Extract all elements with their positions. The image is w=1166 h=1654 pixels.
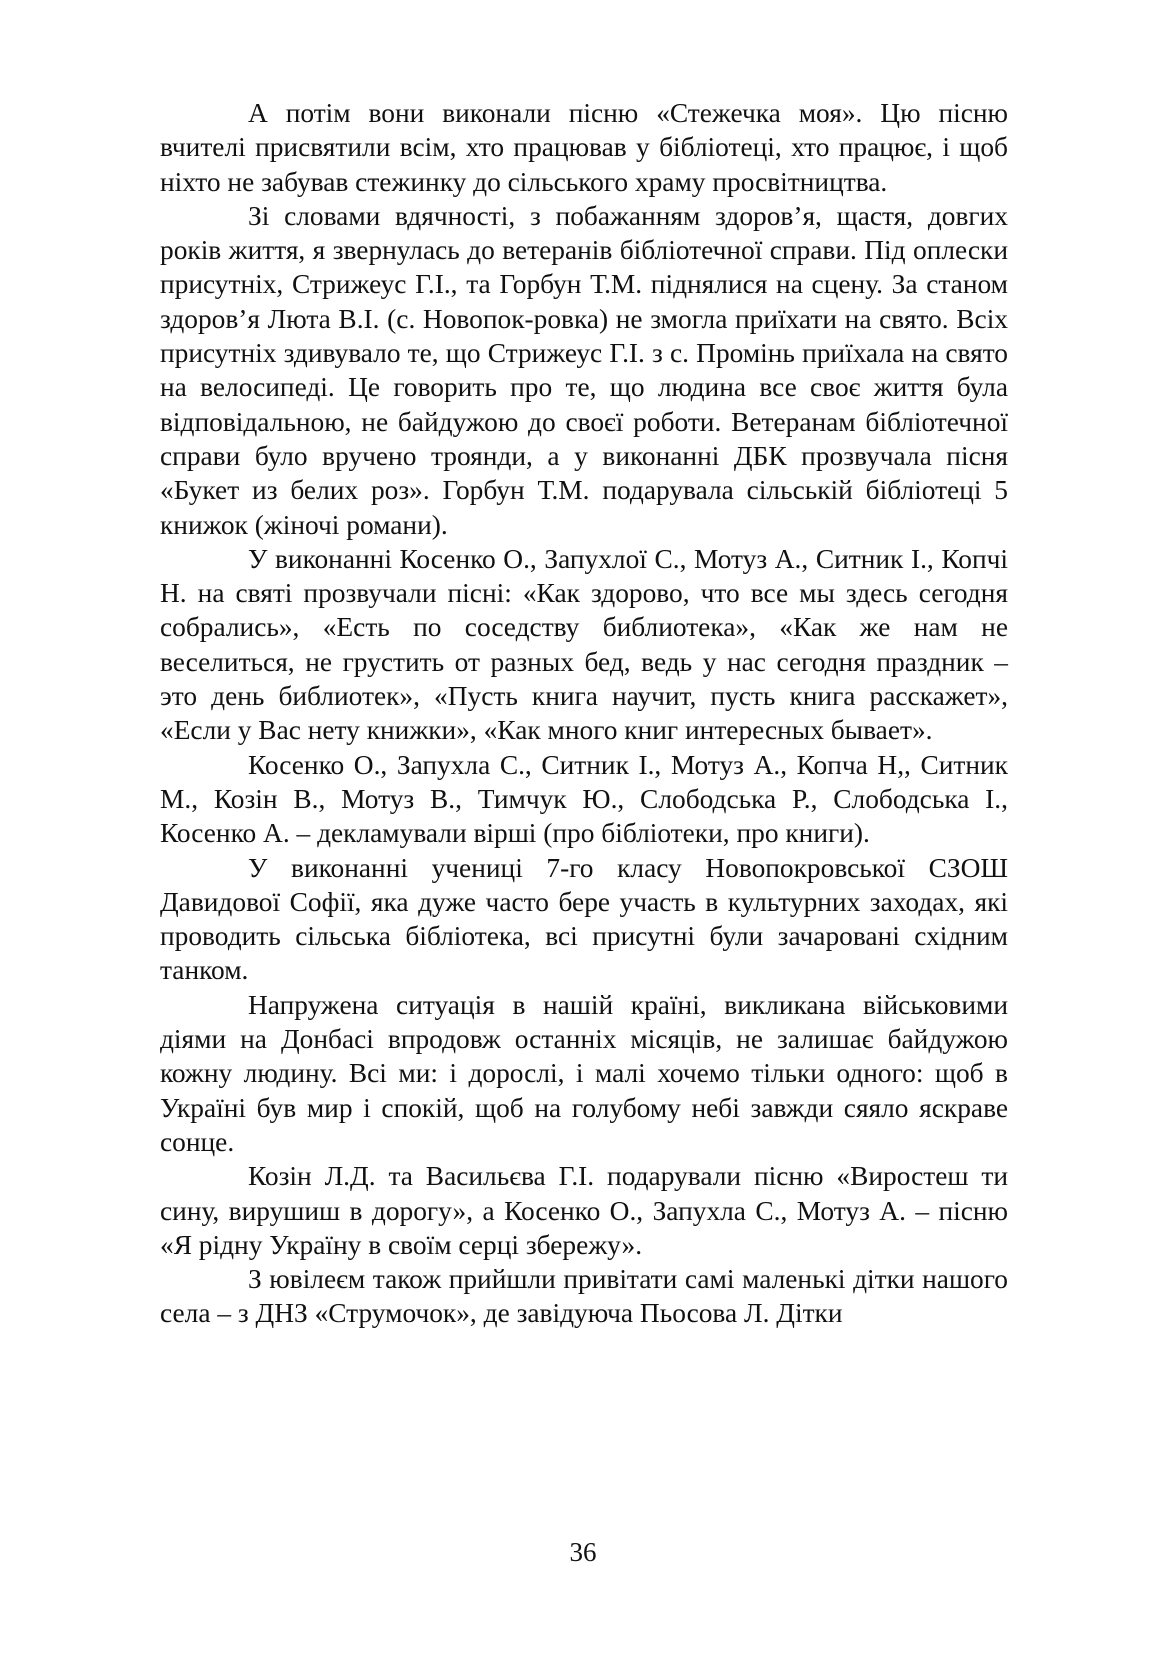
paragraph-7: Козін Л.Д. та Васильєва Г.І. подарували пісню «Виростеш ти сину, вирушиш в дорогу», а Косенко О., Запухла С., Мотуз А. – пісню «Я рідну Україну в своїм серці збережу». bbox=[160, 1161, 1008, 1260]
paragraph-8: З ювілеєм також прийшли привітати самі маленькі дітки нашого села – з ДНЗ «Струмочок», де завідуюча Пьосова Л. Дітки bbox=[160, 1264, 1008, 1329]
paragraph-6: Напружена ситуація в нашій країні, викликана військовими діями на Донбасі впродовж останніх місяців, не залишає байдужою кожну людину. Всі ми: і дорослі, і малі хочемо тільки одного: щоб в Україні був мир і спокій, щоб на голубому небі завжди сяяло яскраве сонце. bbox=[160, 989, 1008, 1157]
paragraph-4: Косенко О., Запухла С., Ситник І., Мотуз А., Копча Н,, Ситник М., Козін В., Мотуз В., Тимчук Ю., Слободська Р., Слободська І., Косенко А. – декламували вірші (про бібліотеки, про книги). bbox=[160, 749, 1008, 849]
body-text bbox=[160, 96, 1008, 1331]
page-number: 36 bbox=[569, 1537, 597, 1567]
paragraph-5: У виконанні учениці 7-го класу Новопокровської СЗОШ Давидової Софії, яка дуже часто бере участь в культурних заходах, які проводить сільська бібліотека, всі присутні були зачаровані східним танком. bbox=[160, 852, 1008, 986]
paragraph-1: А потім вони виконали пісню «Стежечка моя». Цю пісню вчителі присвятили всім, хто працював у бібліотеці, хто працює, і щоб ніхто не забував стежинку до сільського храму просвітництва. bbox=[160, 98, 1008, 197]
paragraph-3: У виконанні Косенко О., Запухлої С., Мотуз А., Ситник І., Копчі Н. на святі прозвучали пісні: «Как здорово, что все мы здесь сегодня собрались», «Есть по соседству библиотека», «Как же нам не веселиться, не грустить от разных бед, ведь у нас сегодня праздник – это день библиотек», «Пусть книга научит, пусть книга расскажет», «Если у Вас нету книжки», «Как много книг интересных бывает». bbox=[160, 543, 1008, 746]
paragraph-2: Зі словами вдячності, з побажанням здоров’я, щастя, довгих років життя, я звернулась до ветеранів бібліотечної справи. Під оплески присутніх, Стрижеус Г.І., та Горбун Т.М. піднялися на сцену. За станом здоров’я Люта В.І. (с. Новопок-ровка) не змогла приїхати на свято. Всіх присутніх здивувало те, що Стрижеус Г.І. з с. Промінь приїхала на свято на велосипеді. Це говорить про те, що людина все своє життя була відповідальною, не байдужою до своєї роботи. Ветеранам бібліотечної справи було вручено троянди, а у виконанні ДБК прозвучала пісня «Букет из белих роз». Горбун Т.М. подарувала сільській бібліотеці 5 книжок (жіночі романи). bbox=[160, 200, 1008, 540]
